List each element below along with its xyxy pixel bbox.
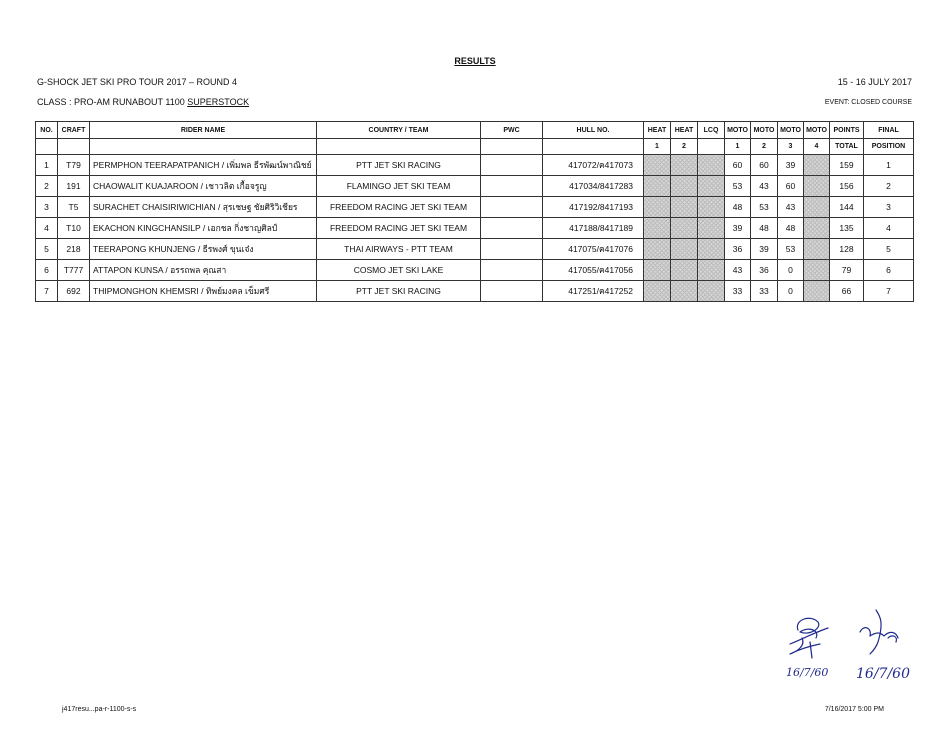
cell-moto4 bbox=[804, 239, 830, 260]
signature-date-left: 16/7/60 bbox=[786, 666, 829, 679]
cell-team: PTT JET SKI RACING bbox=[317, 281, 481, 302]
column-header: 1 bbox=[725, 139, 751, 155]
column-header: POSITION bbox=[864, 139, 914, 155]
column-header: HEAT bbox=[671, 122, 698, 139]
cell-rider: THIPMONGHON KHEMSRI / ทิพย์มงคล เข็มศรี bbox=[90, 281, 317, 302]
cell-heat1 bbox=[644, 260, 671, 281]
cell-team: FREEDOM RACING JET SKI TEAM bbox=[317, 197, 481, 218]
cell-final: 3 bbox=[864, 197, 914, 218]
class-prefix: CLASS : PRO-AM RUNABOUT 1100 bbox=[37, 97, 188, 107]
column-header: PWC bbox=[481, 122, 543, 139]
cell-no: 3 bbox=[36, 197, 58, 218]
column-header bbox=[36, 139, 58, 155]
cell-pwc bbox=[481, 281, 543, 302]
cell-points: 66 bbox=[830, 281, 864, 302]
cell-craft: T79 bbox=[58, 155, 90, 176]
cell-moto3: 39 bbox=[778, 155, 804, 176]
cell-heat2 bbox=[671, 197, 698, 218]
column-header: COUNTRY / TEAM bbox=[317, 122, 481, 139]
cell-moto3: 48 bbox=[778, 218, 804, 239]
cell-hull: 417188/8417189 bbox=[543, 218, 644, 239]
cell-moto4 bbox=[804, 176, 830, 197]
cell-team: COSMO JET SKI LAKE bbox=[317, 260, 481, 281]
cell-hull: 417034/8417283 bbox=[543, 176, 644, 197]
column-header bbox=[481, 139, 543, 155]
page-title: RESULTS bbox=[454, 56, 496, 66]
cell-final: 6 bbox=[864, 260, 914, 281]
cell-moto4 bbox=[804, 155, 830, 176]
cell-final: 2 bbox=[864, 176, 914, 197]
cell-points: 156 bbox=[830, 176, 864, 197]
cell-heat2 bbox=[671, 260, 698, 281]
cell-points: 128 bbox=[830, 239, 864, 260]
cell-moto1: 39 bbox=[725, 218, 751, 239]
column-header: MOTO bbox=[751, 122, 778, 139]
cell-moto2: 39 bbox=[751, 239, 778, 260]
cell-points: 159 bbox=[830, 155, 864, 176]
table-row bbox=[36, 260, 914, 281]
cell-heat1 bbox=[644, 218, 671, 239]
cell-no: 1 bbox=[36, 155, 58, 176]
cell-no: 7 bbox=[36, 281, 58, 302]
cell-heat1 bbox=[644, 197, 671, 218]
cell-heat2 bbox=[671, 218, 698, 239]
column-header: 4 bbox=[804, 139, 830, 155]
cell-heat2 bbox=[671, 281, 698, 302]
cell-final: 4 bbox=[864, 218, 914, 239]
cell-rider: ATTAPON KUNSA / อรรถพล คุณสา bbox=[90, 260, 317, 281]
header-row bbox=[36, 139, 914, 155]
cell-rider: PERMPHON TEERAPATPANICH / เพิ่มพล ธีรพัฒน์พาณิชย์ bbox=[90, 155, 317, 176]
header-row bbox=[36, 122, 914, 139]
cell-moto2: 60 bbox=[751, 155, 778, 176]
column-header: MOTO bbox=[804, 122, 830, 139]
cell-final: 7 bbox=[864, 281, 914, 302]
cell-hull: 417192/8417193 bbox=[543, 197, 644, 218]
cell-moto1: 36 bbox=[725, 239, 751, 260]
event-name: G-SHOCK JET SKI PRO TOUR 2017 – ROUND 4 bbox=[37, 77, 238, 87]
cell-moto4 bbox=[804, 197, 830, 218]
signature-image bbox=[780, 602, 920, 682]
cell-craft: 218 bbox=[58, 239, 90, 260]
table-row bbox=[36, 239, 914, 260]
cell-hull: 417251/ค417252 bbox=[543, 281, 644, 302]
cell-heat1 bbox=[644, 155, 671, 176]
column-header bbox=[543, 139, 644, 155]
column-header: 2 bbox=[671, 139, 698, 155]
signature-date-right: 16/7/60 bbox=[856, 666, 910, 682]
cell-craft: T5 bbox=[58, 197, 90, 218]
column-header bbox=[58, 139, 90, 155]
cell-moto1: 60 bbox=[725, 155, 751, 176]
column-header bbox=[90, 139, 317, 155]
cell-heat2 bbox=[671, 176, 698, 197]
cell-heat2 bbox=[671, 239, 698, 260]
cell-no: 4 bbox=[36, 218, 58, 239]
column-header: 2 bbox=[751, 139, 778, 155]
cell-points: 79 bbox=[830, 260, 864, 281]
column-header: 3 bbox=[778, 139, 804, 155]
cell-no: 6 bbox=[36, 260, 58, 281]
event-type: EVENT: CLOSED COURSE bbox=[824, 99, 912, 106]
cell-no: 5 bbox=[36, 239, 58, 260]
cell-lcq bbox=[698, 197, 725, 218]
table-row bbox=[36, 281, 914, 302]
column-header: HULL NO. bbox=[543, 122, 644, 139]
cell-pwc bbox=[481, 260, 543, 281]
cell-moto1: 48 bbox=[725, 197, 751, 218]
cell-moto3: 60 bbox=[778, 176, 804, 197]
cell-heat1 bbox=[644, 176, 671, 197]
cell-rider: SURACHET CHAISIRIWICHIAN / สุรเชษฐ ชัยศิริวิเชียร bbox=[90, 197, 317, 218]
footer-timestamp: 7/16/2017 5:00 PM bbox=[824, 706, 884, 713]
cell-pwc bbox=[481, 176, 543, 197]
cell-moto3: 0 bbox=[778, 281, 804, 302]
cell-moto4 bbox=[804, 260, 830, 281]
table-row bbox=[36, 176, 914, 197]
cell-heat1 bbox=[644, 239, 671, 260]
cell-moto2: 53 bbox=[751, 197, 778, 218]
cell-moto1: 43 bbox=[725, 260, 751, 281]
cell-lcq bbox=[698, 176, 725, 197]
column-header: LCQ bbox=[698, 122, 725, 139]
cell-hull: 417055/ค417056 bbox=[543, 260, 644, 281]
cell-lcq bbox=[698, 239, 725, 260]
class-line bbox=[37, 97, 249, 107]
cell-rider: CHAOWALIT KUAJAROON / เชาวลิต เกื้อจรูญ bbox=[90, 176, 317, 197]
cell-team: FLAMINGO JET SKI TEAM bbox=[317, 176, 481, 197]
column-header: POINTS bbox=[830, 122, 864, 139]
column-header: NO. bbox=[36, 122, 58, 139]
cell-craft: 191 bbox=[58, 176, 90, 197]
column-header bbox=[698, 139, 725, 155]
cell-pwc bbox=[481, 218, 543, 239]
cell-lcq bbox=[698, 155, 725, 176]
cell-heat1 bbox=[644, 281, 671, 302]
column-header: MOTO bbox=[725, 122, 751, 139]
cell-lcq bbox=[698, 281, 725, 302]
cell-pwc bbox=[481, 155, 543, 176]
cell-team: PTT JET SKI RACING bbox=[317, 155, 481, 176]
table-row bbox=[36, 155, 914, 176]
cell-moto4 bbox=[804, 281, 830, 302]
cell-moto2: 48 bbox=[751, 218, 778, 239]
column-header: MOTO bbox=[778, 122, 804, 139]
column-header: 1 bbox=[644, 139, 671, 155]
column-header: CRAFT bbox=[58, 122, 90, 139]
footer-filename: j417resu...pa-r-1100-s-s bbox=[62, 706, 137, 713]
column-header: FINAL bbox=[864, 122, 914, 139]
cell-hull: 417072/ค417073 bbox=[543, 155, 644, 176]
cell-pwc bbox=[481, 197, 543, 218]
results-table bbox=[35, 121, 914, 302]
event-dates: 15 - 16 JULY 2017 bbox=[837, 77, 912, 87]
cell-craft: T10 bbox=[58, 218, 90, 239]
cell-lcq bbox=[698, 218, 725, 239]
cell-pwc bbox=[481, 239, 543, 260]
cell-heat2 bbox=[671, 155, 698, 176]
cell-final: 5 bbox=[864, 239, 914, 260]
cell-no: 2 bbox=[36, 176, 58, 197]
cell-moto2: 33 bbox=[751, 281, 778, 302]
cell-team: THAI AIRWAYS - PTT TEAM bbox=[317, 239, 481, 260]
table-row bbox=[36, 197, 914, 218]
cell-rider: TEERAPONG KHUNJENG / ธีรพงศ์ ขุนเจ๋ง bbox=[90, 239, 317, 260]
cell-craft: 692 bbox=[58, 281, 90, 302]
column-header: RIDER NAME bbox=[90, 122, 317, 139]
cell-moto1: 53 bbox=[725, 176, 751, 197]
cell-rider: EKACHON KINGCHANSILP / เอกชล กิ่งชาญศิลป์ bbox=[90, 218, 317, 239]
cell-moto3: 0 bbox=[778, 260, 804, 281]
cell-moto2: 36 bbox=[751, 260, 778, 281]
cell-moto4 bbox=[804, 218, 830, 239]
cell-hull: 417075/ค417076 bbox=[543, 239, 644, 260]
cell-final: 1 bbox=[864, 155, 914, 176]
table-row bbox=[36, 218, 914, 239]
cell-moto3: 43 bbox=[778, 197, 804, 218]
cell-team: FREEDOM RACING JET SKI TEAM bbox=[317, 218, 481, 239]
column-header: HEAT bbox=[644, 122, 671, 139]
column-header: TOTAL bbox=[830, 139, 864, 155]
cell-craft: T777 bbox=[58, 260, 90, 281]
cell-lcq bbox=[698, 260, 725, 281]
cell-moto3: 53 bbox=[778, 239, 804, 260]
cell-moto1: 33 bbox=[725, 281, 751, 302]
class-underlined: SUPERSTOCK bbox=[187, 97, 250, 107]
cell-points: 135 bbox=[830, 218, 864, 239]
cell-points: 144 bbox=[830, 197, 864, 218]
column-header bbox=[317, 139, 481, 155]
cell-moto2: 43 bbox=[751, 176, 778, 197]
